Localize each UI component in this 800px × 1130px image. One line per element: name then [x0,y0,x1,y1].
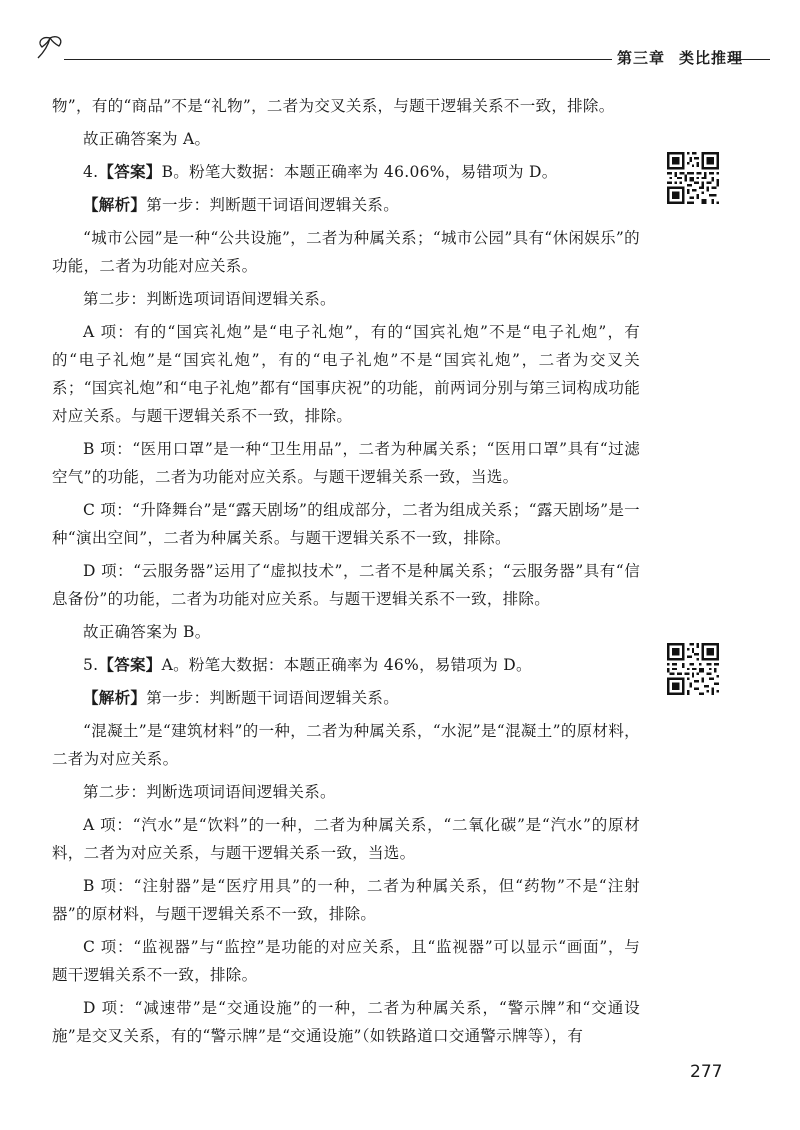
page-header [34,30,770,70]
page-number: 277 [690,1062,723,1082]
qr-code-icon [667,643,719,695]
bracket-label: 【解析】 [83,689,147,707]
analysis-step2-q5: 第二步：判断选项词语间逻辑关系。 [83,783,336,801]
chapter-title [617,47,743,68]
analysis-step1-q4: 【解析】第一步：判断题干词语间逻辑关系。 [83,196,400,214]
option-a-q5: A 项：“汽水”是“饮料”的一种，二者为种属关系，“二氧化碳”是“汽水”的原材料，二者为对应关系，与题干逻辑关系一致，当选。 [52,816,640,862]
option-a-q4: A 项：有的“国宾礼炮”是“电子礼炮”，有的“国宾礼炮”不是“电子礼炮”，有的“电子礼炮”是“国宾礼炮”，有的“电子礼炮”不是“国宾礼炮”，二者为交叉关系；“国宾礼炮”和“电子礼炮”都有“国事庆祝”的功能，前两词分别与第三词构成功能对应关系。与题干逻辑关系不一致，排除。 [52,323,640,425]
leaf-icon [34,32,74,62]
option-b-q4: B 项：“医用口罩”是一种“卫生用品”，二者为种属关系；“医用口罩”具有“过滤空气”的功能，二者为功能对应关系。与题干逻辑关系一致，当选。 [52,440,640,486]
header-rule-right [728,59,770,60]
option-c-q4: C 项：“升降舞台”是“露天剧场”的组成部分，二者为组成关系；“露天剧场”是一种“演出空间”，二者为种属关系。与题干逻辑关系不一致，排除。 [52,501,640,547]
page-body [52,92,640,1055]
option-b-q5: B 项：“注射器”是“医疗用具”的一种，二者为种属关系，但“药物”不是“注射器”的原材料，与题干逻辑关系不一致，排除。 [52,877,640,923]
conclusion-q4: 故正确答案为 B。 [83,623,211,641]
paragraph-conclusion: 故正确答案为 A。 [83,130,211,148]
bracket-label: 【答案】 [98,656,162,674]
qr-code-icon [667,152,719,204]
analysis-stem-q5: “混凝土”是“建筑材料”的一种，二者为种属关系，“水泥”是“混凝土”的原材料，二者为对应关系。 [52,722,640,768]
option-d-q5: D 项：“减速带”是“交通设施”的一种，二者为种属关系，“警示牌”和“交通设施”是交叉关系，有的“警示牌”是“交通设施”（如铁路道口交通警示牌等），有 [52,999,640,1045]
header-rule-left [64,59,612,60]
section-title: 类比推理 [679,49,744,67]
analysis-stem-q4: “城市公园”是一种“公共设施”，二者为种属关系；“城市公园”具有“休闲娱乐”的功能，二者为功能对应关系。 [52,229,640,275]
analysis-step2-q4: 第二步：判断选项词语间逻辑关系。 [83,290,336,308]
option-d-q4: D 项：“云服务器”运用了“虚拟技术”，二者不是种属关系；“云服务器”具有“信息备份”的功能，二者为功能对应关系。与题干逻辑关系不一致，排除。 [52,562,640,608]
option-c-q5: C 项：“监视器”与“监控”是功能的对应关系，且“监视器”可以显示“画面”，与题干逻辑关系不一致，排除。 [52,938,640,984]
chapter-number: 第三章 [617,49,666,67]
answer-line-q5: 5.【答案】A。粉笔大数据：本题正确率为 46%，易错项为 D。 [83,656,532,674]
answer-line-q4: 4.【答案】B。粉笔大数据：本题正确率为 46.06%，易错项为 D。 [83,163,558,181]
paragraph-continued: 物”，有的“商品”不是“礼物”，二者为交叉关系，与题干逻辑关系不一致，排除。 [52,97,615,115]
bracket-label: 【解析】 [83,196,147,214]
qr-code-q5 [667,643,719,695]
analysis-step1-q5: 【解析】第一步：判断题干词语间逻辑关系。 [83,689,400,707]
qr-code-q4 [667,152,719,204]
bracket-label: 【答案】 [98,163,162,181]
